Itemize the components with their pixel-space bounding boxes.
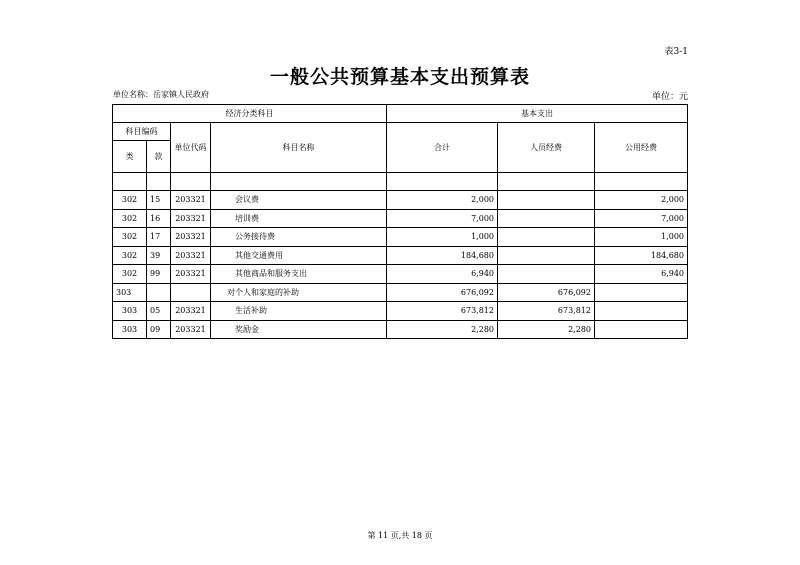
cell-total: 1,000 [387, 228, 498, 247]
cell-total: 7,000 [387, 209, 498, 228]
header-personnel: 人员经费 [498, 123, 595, 173]
cell-unit-code: 203321 [171, 209, 211, 228]
cell-subject-name: 公务接待费 [211, 228, 387, 247]
cell-unit-code: 203321 [171, 320, 211, 339]
cell-public [595, 302, 688, 321]
cell-lei: 303 [113, 320, 147, 339]
table-row [113, 209, 688, 228]
cell-kuan: 99 [147, 265, 171, 284]
cell-personnel [498, 265, 595, 284]
page-title: 一般公共预算基本支出预算表 [269, 66, 530, 88]
cell-total: 184,680 [387, 246, 498, 265]
cell-unit-code: 203321 [171, 302, 211, 321]
cell-subject-name: 会议费 [211, 191, 387, 210]
table-row [113, 246, 688, 265]
cell-public: 1,000 [595, 228, 688, 247]
cell-total: 2,280 [387, 320, 498, 339]
cell-kuan: 39 [147, 246, 171, 265]
header-basic-exp: 基本支出 [387, 105, 688, 123]
header-unit-code: 单位代码 [171, 123, 211, 173]
cell-lei: 302 [113, 191, 147, 210]
cell-kuan: 16 [147, 209, 171, 228]
header-subject-code: 科目编码 [113, 123, 171, 141]
form-number: 表3-1 [664, 47, 688, 57]
cell-personnel: 2,280 [498, 320, 595, 339]
cell-total: 676,092 [387, 283, 498, 302]
cell-subject-name: 其他交通费用 [211, 246, 387, 265]
cell-kuan: 17 [147, 228, 171, 247]
cell-unit-code [171, 283, 211, 302]
cell-total: 2,000 [387, 191, 498, 210]
cell-public [595, 283, 688, 302]
cell-subject-name: 生活补助 [211, 302, 387, 321]
cell-subject-name: 培训费 [211, 209, 387, 228]
cell-total: 673,812 [387, 302, 498, 321]
cell-lei: 302 [113, 209, 147, 228]
cell-personnel [498, 228, 595, 247]
cell-total: 6,940 [387, 265, 498, 284]
cell-public: 184,680 [595, 246, 688, 265]
cell-public: 2,000 [595, 191, 688, 210]
cell-subject-name: 对个人和家庭的补助 [211, 283, 387, 302]
cell-lei: 302 [113, 265, 147, 284]
page-footer: 第 11 页,共 18 页 [367, 531, 433, 540]
cell-unit-code: 203321 [171, 191, 211, 210]
table-row [113, 228, 688, 247]
table-row [113, 283, 688, 302]
cell-unit-code: 203321 [171, 265, 211, 284]
cell-personnel: 673,812 [498, 302, 595, 321]
cell-kuan: 15 [147, 191, 171, 210]
table-row [113, 265, 688, 284]
cell-kuan: 05 [147, 302, 171, 321]
header-lei: 类 [113, 141, 147, 173]
cell-public: 6,940 [595, 265, 688, 284]
cell-personnel: 676,092 [498, 283, 595, 302]
cell-kuan [147, 283, 171, 302]
cell-subject-name: 其他商品和服务支出 [211, 265, 387, 284]
cell-lei: 302 [113, 228, 147, 247]
table-row [113, 302, 688, 321]
cell-kuan: 09 [147, 320, 171, 339]
cell-subject-name: 奖励金 [211, 320, 387, 339]
cell-unit-code: 203321 [171, 246, 211, 265]
unit-label: 单位：元 [651, 92, 688, 102]
cell-personnel [498, 246, 595, 265]
header-total: 合计 [387, 123, 498, 173]
cell-personnel [498, 209, 595, 228]
cell-unit-code: 203321 [171, 228, 211, 247]
cell-public: 7,000 [595, 209, 688, 228]
cell-lei: 303 [113, 283, 147, 302]
cell-personnel [498, 191, 595, 210]
budget-table [112, 104, 688, 339]
header-subject-name: 科目名称 [211, 123, 387, 173]
header-kuan: 款 [147, 141, 171, 173]
cell-lei: 303 [113, 302, 147, 321]
table-row [113, 191, 688, 210]
header-econ-class: 经济分类科目 [113, 105, 387, 123]
table-row [113, 320, 688, 339]
cell-lei: 302 [113, 246, 147, 265]
org-name: 单位名称：岳家镇人民政府 [113, 90, 209, 99]
cell-public [595, 320, 688, 339]
header-public: 公用经费 [595, 123, 688, 173]
